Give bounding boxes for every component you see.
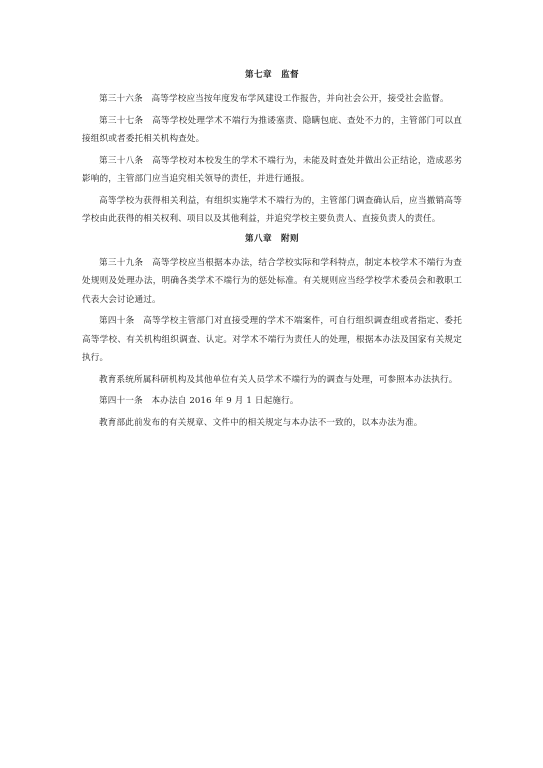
article-38-continued: 高等学校为获得相关利益，有组织实施学术不端行为的，主管部门调查确认后，应当撤销高等学校由此获得的相关权利、项目以及其他利益，并追究学校主要负责人、直接负责人的责任。 bbox=[82, 195, 462, 224]
article-41: 第四十一条 本办法自 2016 年 9 月 1 日起施行。 bbox=[99, 396, 299, 406]
chapter-7-heading: 第七章 监督 bbox=[245, 70, 299, 80]
article-38: 第三十八条 高等学校对本校发生的学术不端行为，未能及时查处并做出公正结论，造成恶劣影响的，主管部门应当追究相关领导的责任，并进行通报。 bbox=[82, 155, 462, 184]
final-provision: 教育部此前发布的有关规章、文件中的相关规定与本办法不一致的，以本办法为准。 bbox=[99, 417, 423, 428]
chapter-8-heading: 第八章 附则 bbox=[245, 233, 299, 244]
article-36: 第三十六条 高等学校应当按年度发布学风建设工作报告，并向社会公开，接受社会监督。 bbox=[99, 94, 449, 104]
article-40-continued: 教育系统所属科研机构及其他单位有关人员学术不端行为的调查与处理，可参照本办法执行。 bbox=[99, 374, 458, 385]
article-37: 第三十七条 高等学校处理学术不端行为推诿塞责、隐瞒包庇、查处不力的，主管部门可以直接组织或者委托相关机构查处。 bbox=[82, 115, 462, 144]
article-40: 第四十条 高等学校主管部门对直接受理的学术不端案件，可自行组织调查组或者指定、委托高等学校、有关机构组织调查、认定。对学术不端行为责任人的处理，根据本办法及国家有关规定执行。 bbox=[82, 316, 462, 363]
article-39: 第三十九条 高等学校应当根据本办法，结合学校实际和学科特点，制定本校学术不端行为查处规则及处理办法，明确各类学术不端行为的惩处标准。有关规则应当经学校学术委员会和教职工代表大会讨论通过。 bbox=[82, 257, 462, 305]
document-body bbox=[82, 68, 462, 435]
